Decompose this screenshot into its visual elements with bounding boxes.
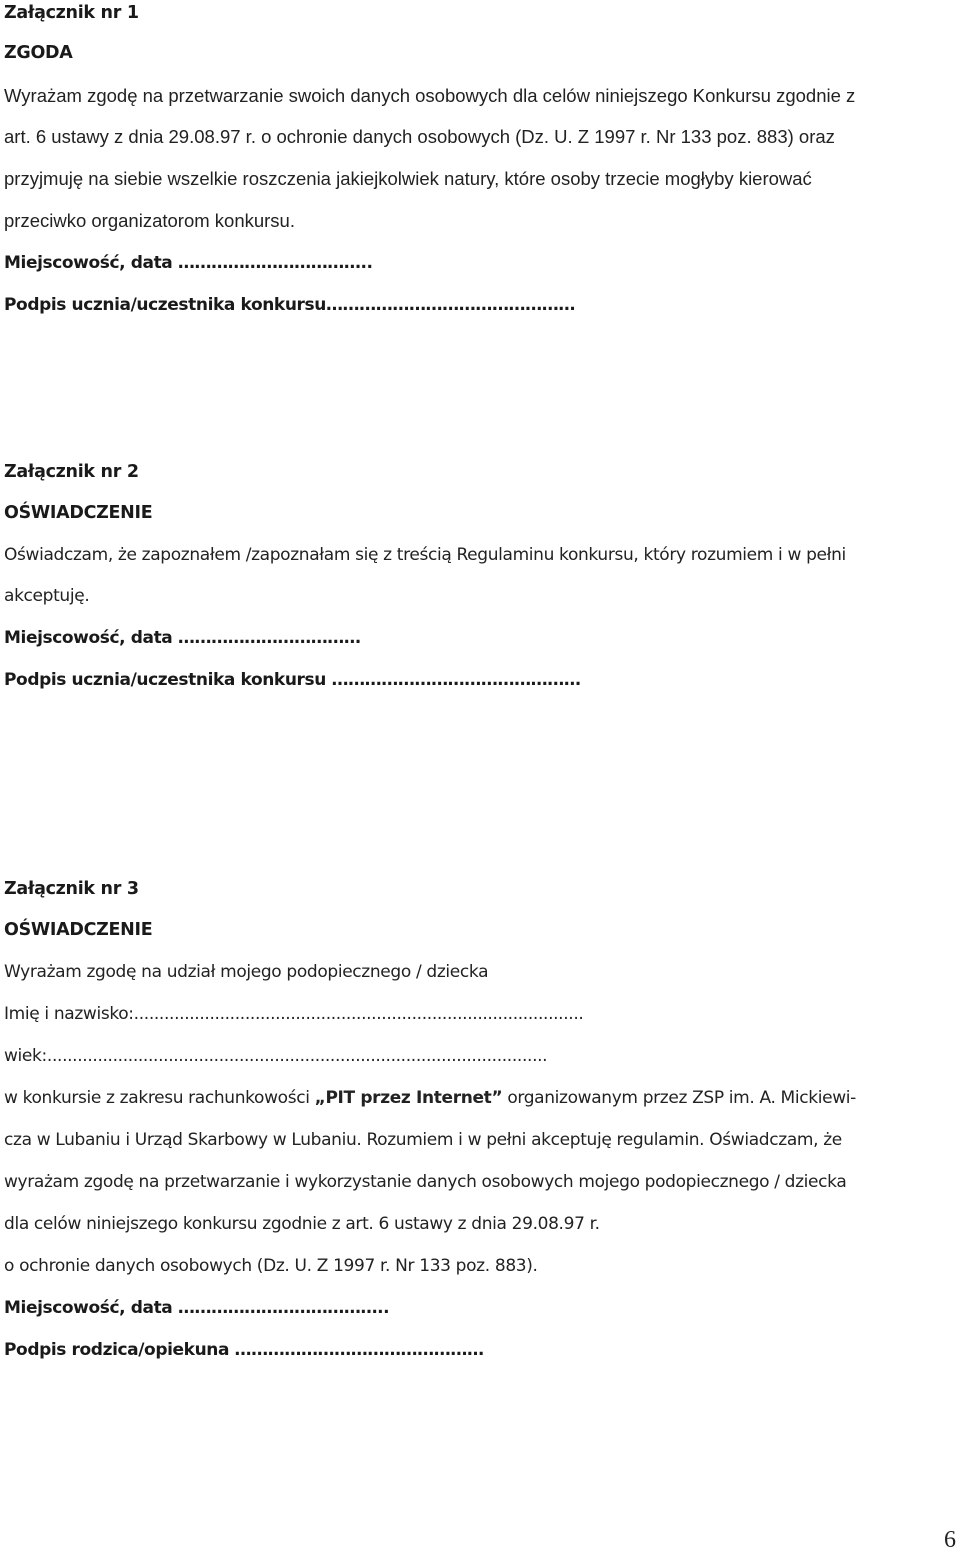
age-field: wiek:...................................................................................................: [4, 1046, 548, 1066]
attachment-2-text-line: Oświadczam, że zapoznałem /zapoznałam się z treścią Regulaminu konkursu, który rozumiem i w pełni: [4, 545, 846, 565]
attachment-3-intro: Wyrażam zgodę na udział mojego podopiecznego / dziecka: [4, 962, 489, 982]
name-field: Imię i nazwisko:.........................................................................................: [4, 1004, 584, 1024]
attachment-2-place-date-field: Miejscowość, data ……………………………: [4, 628, 361, 648]
contest-name: „PIT przez Internet”: [314, 1088, 503, 1108]
attachment-1-title: Załącznik nr 1: [4, 3, 139, 23]
attachment-2-heading: OŚWIADCZENIE: [4, 503, 153, 523]
attachment-1-text-line: Wyrażam zgodę na przetwarzanie swoich danych osobowych dla celów niniejszego Konkursu zgodnie z: [4, 85, 856, 106]
attachment-3-title: Załącznik nr 3: [4, 879, 139, 899]
attachment-3-text-line: o ochronie danych osobowych (Dz. U. Z 1997 r. Nr 133 poz. 883).: [4, 1256, 538, 1276]
attachment-1-heading: ZGODA: [4, 43, 73, 63]
attachment-2-text-line: akceptuję.: [4, 586, 90, 606]
attachment-1-text-line: art. 6 ustawy z dnia 29.08.97 r. o ochronie danych osobowych (Dz. U. Z 1997 r. Nr 133 poz. 883) oraz: [4, 126, 835, 147]
contest-line-post: organizowanym przez ZSP im. A. Mickiewi-: [502, 1088, 856, 1108]
attachment-3-heading: OŚWIADCZENIE: [4, 920, 153, 940]
contest-line-pre: w konkursie z zakresu rachunkowości: [4, 1088, 315, 1108]
attachment-1-text-line: przyjmuję na siebie wszelkie roszczenia jakiejkolwiek natury, które osoby trzecie mogłyby kierować: [4, 168, 812, 189]
attachment-2-signature-field: Podpis ucznia/uczestnika konkursu ………………………………………: [4, 670, 581, 690]
attachment-3-text-line: dla celów niniejszego konkursu zgodnie z art. 6 ustawy z dnia 29.08.97 r.: [4, 1214, 600, 1234]
attachment-1-place-date-field: Miejscowość, data ……………………………..: [4, 253, 373, 273]
attachment-2-title: Załącznik nr 2: [4, 462, 139, 482]
attachment-3-place-date-field: Miejscowość, data ………………………………..: [4, 1298, 390, 1318]
attachment-1-text-line: przeciwko organizatorom konkursu.: [4, 210, 295, 231]
attachment-3-signature-field: Podpis rodzica/opiekuna ………………………………………: [4, 1340, 484, 1360]
attachment-3-text-line: wyrażam zgodę na przetwarzanie i wykorzystanie danych osobowych mojego podopiecznego / dziecka: [4, 1172, 847, 1192]
page-number: 6: [944, 1527, 956, 1553]
contest-line: [4, 1085, 856, 1111]
attachment-3-text-line: cza w Lubaniu i Urząd Skarbowy w Lubaniu. Rozumiem i w pełni akceptuję regulamin. Oświadczam, że: [4, 1130, 842, 1150]
attachment-1-signature-field: Podpis ucznia/uczestnika konkursu………………………………………: [4, 295, 575, 315]
